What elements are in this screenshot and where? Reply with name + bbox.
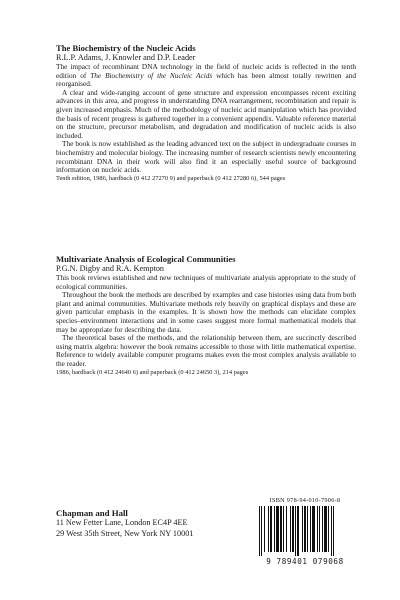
book-title-reference: The Biochemistry of the Nucleic Acids <box>90 70 213 80</box>
barcode-icon <box>257 506 353 556</box>
book-title: Multivariate Analysis of Ecological Communities <box>56 254 236 264</box>
barcode-digits: 9 789401 079068 <box>266 557 344 566</box>
description-text: which has been almost totally rewritten and reorganised. <box>56 70 357 89</box>
book-authors: P.G.N. Digby and R.A. Kempton <box>56 264 165 273</box>
book-title: The Biochemistry of the Nucleic Acids <box>56 43 196 53</box>
book-description-paragraph: A clear and wide-ranging account of gene structure and expression encompasses recent exciting advances in this area, and progress in understanding DNA rearrangement, recombination and repair is given increased emphasis. Much of the methodology of nucleic acid manipulation which has provided the basis of recent progress is gathered together in a convenient appendix. Valuable reference material on the structure, precursor metabolism, and degradation and modification of nucleic acids is also included. <box>56 87 356 140</box>
publication-info: 1986, hardback (0 412 24640 6) and paperback (0 412 24650 3), 214 pages <box>56 368 249 376</box>
description-text: The impact of recombinant DNA technology in the field of nucleic acids is reflected in the tenth edition of <box>56 62 356 80</box>
publisher-block <box>56 508 276 539</box>
barcode-block <box>257 497 353 566</box>
publisher-name: Chapman and Hall <box>56 508 128 518</box>
book-entry-nucleic-acids <box>56 43 356 183</box>
publisher-address-new-york: 29 West 35th Street, New York NY 10001 <box>56 528 194 538</box>
book-entry-multivariate-analysis <box>56 254 356 377</box>
book-description-paragraph <box>56 63 356 89</box>
book-description-paragraph: Throughout the book the methods are described by examples and case histories using data from both plant and animal communities. Multivariate methods rely heavily on graphical displays and these are given particular emphasis in the examples. It is shown how the methods can elucidate complex species–environment interactions and in some cases suggest more formal mathematical models that may be appropriate for describing the data. <box>56 290 356 334</box>
book-description-paragraph: The theoretical bases of the methods, and the relationship between them, are succinctly described using matrix algebra: however the book remains accessible to those with little mathematical expertise. Reference to widely available computer programs makes even the most complex analysis available to the reader. <box>56 333 356 368</box>
book-description-paragraph: This book reviews established and new techniques of multivariate analysis appropriate to the study of ecological communities. <box>56 273 356 291</box>
book-authors: R.L.P. Adams, J. Knowler and D.P. Leader <box>56 53 196 62</box>
isbn-label: ISBN 978-94-010-7906-8 <box>269 497 341 504</box>
publication-info: Tenth edition, 1986, hardback (0 412 27270 9) and paperback (0 412 27280 6), 544 pages <box>56 174 286 182</box>
book-description-paragraph: The book is now established as the leading advanced text on the subject in undergraduate courses in biochemistry and molecular biology. The increasing number of research scientists newly encountering recombinant DNA in their work will also find it an especially useful source of background information on nucleic acids. <box>56 139 356 175</box>
publisher-address-london: 11 New Fetter Lane, London EC4P 4EE <box>56 518 188 528</box>
